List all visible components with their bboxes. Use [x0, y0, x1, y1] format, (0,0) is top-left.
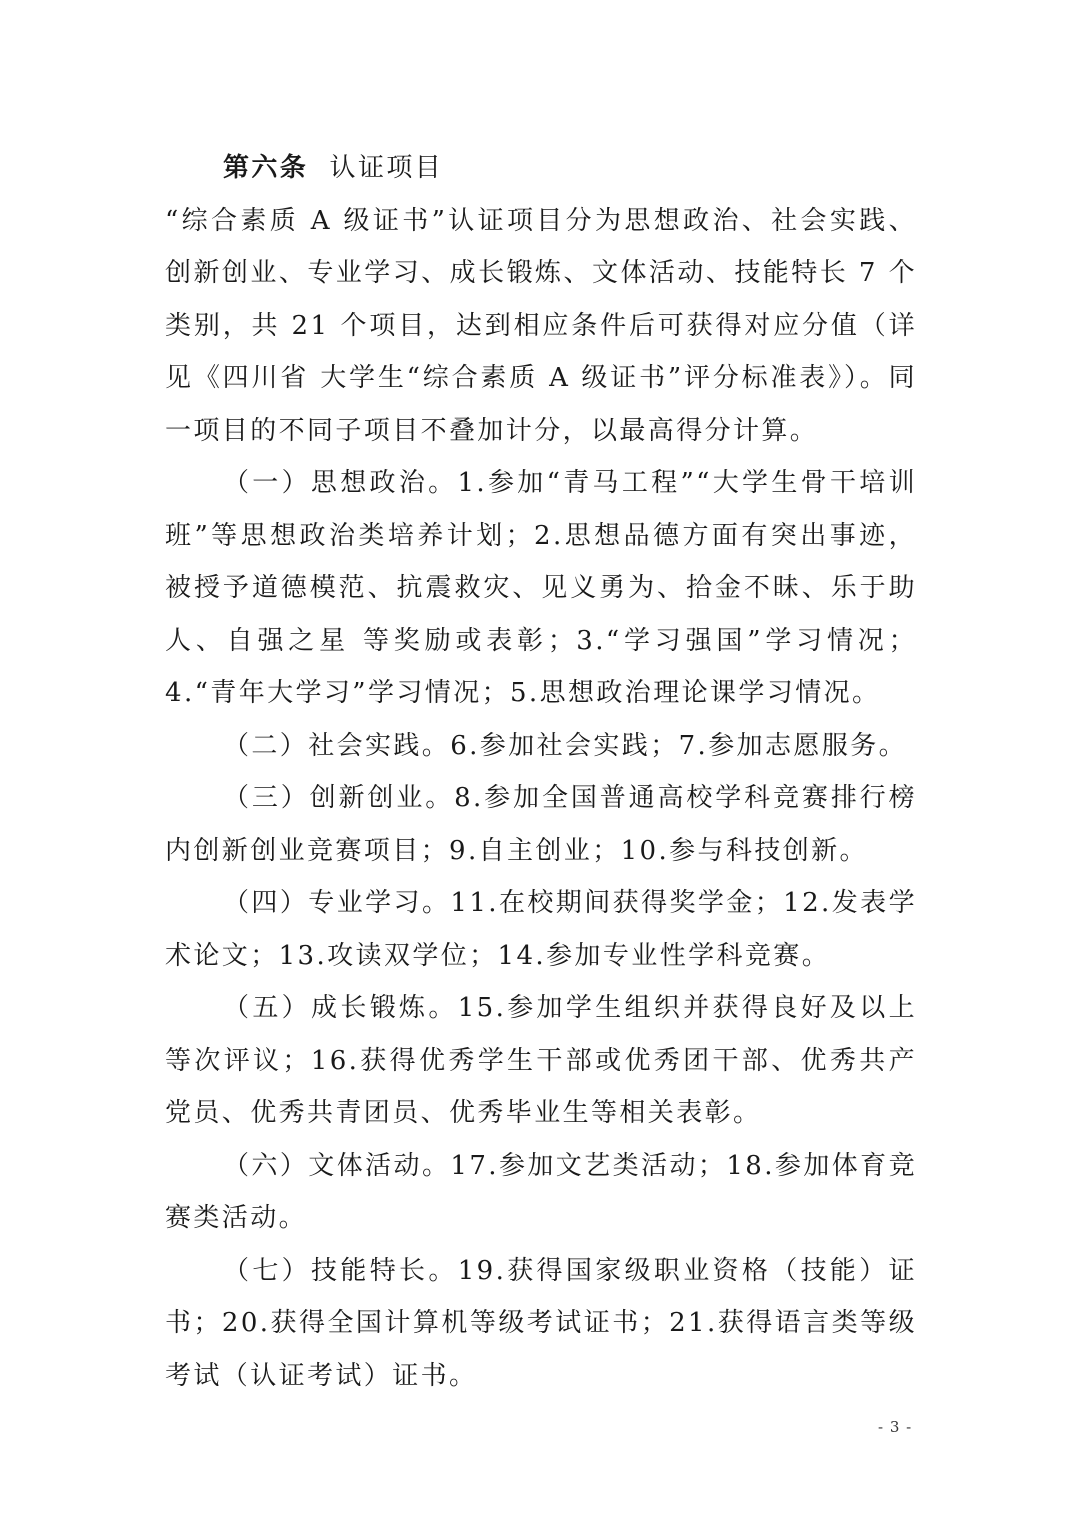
category-innovation-paragraph: （三）创新创业。8.参加全国普通高校学科竞赛排行榜内创新创业竞赛项目；9.自主创业；10.参与科技创新。: [165, 783, 917, 866]
article-title: 认证项目: [329, 153, 444, 183]
article-label: 第六条: [223, 153, 309, 183]
intro-paragraph: “综合素质 A 级证书”认证项目分为思想政治、社会实践、创新创业、专业学习、成长锻炼、文体活动、技能特长 7 个类别，共 21 个项目，达到相应条件后可获得对应分值（详见《四川省 大学生“综合素质 A 级证书”评分标准表》）。同一项目的不同子项目不叠加计分，以最高得分计算。: [165, 205, 917, 446]
category-growth-paragraph: （五）成长锻炼。15.参加学生组织并获得良好及以上等次评议；16.获得优秀学生干部或优秀团干部、优秀共产党员、优秀共青团员、优秀毕业生等相关表彰。: [165, 993, 917, 1128]
page-number: - 3 -: [878, 1418, 913, 1436]
document-body: [165, 142, 917, 1402]
category-social-practice-paragraph: （二）社会实践。6.参加社会实践；7.参加志愿服务。: [223, 730, 908, 761]
category-professional-study-paragraph: （四）专业学习。11.在校期间获得奖学金；12.发表学术论文；13.攻读双学位；14.参加专业性学科竞赛。: [165, 888, 917, 971]
category-culture-sports-paragraph: （六）文体活动。17.参加文艺类活动；18.参加体育竞赛类活动。: [165, 1150, 917, 1233]
category-skills-paragraph: （七）技能特长。19.获得国家级职业资格（技能）证书；20.获得全国计算机等级考试证书；21.获得语言类等级考试（认证考试）证书。: [165, 1255, 917, 1391]
category-ideology-paragraph: （一）思想政治。1.参加“青马工程”“大学生骨干培训班”等思想政治类培养计划；2.思想品德方面有突出事迹，被授予道德模范、抗震救灾、见义勇为、拾金不昧、乐于助人、自强之星 等奖励或表彰；3.“学习强国”学习情况；4.“青年大学习”学习情况；5.思想政治理论课学习情况。: [165, 468, 917, 708]
article-heading: [165, 142, 917, 195]
